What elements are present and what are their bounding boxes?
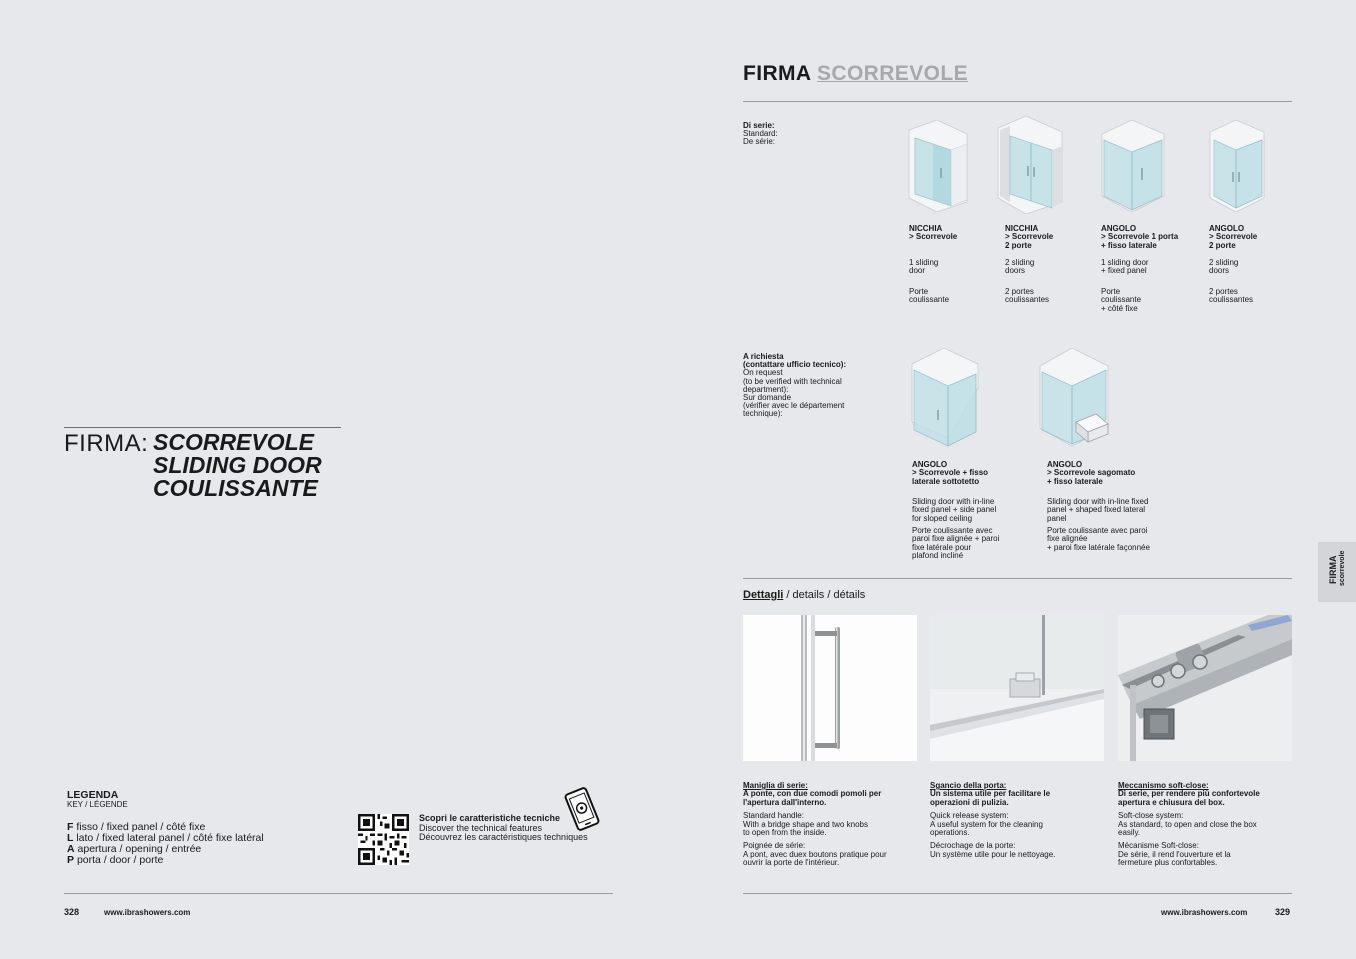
detail-en: Standard handle: With a bridge shape and two knobs to open from the inside. [743, 811, 868, 838]
legend-text: apertura / opening / entrée [77, 843, 202, 855]
heading-main: FIRMA [743, 62, 811, 85]
product-desc-en: 1 sliding door + fixed panel [1101, 258, 1149, 276]
detail-fr: Mécanisme Soft-close: De série, il rend l'ouverture et la fermeture plus confortables. [1118, 841, 1231, 868]
product-image-angolo-sagomato [1036, 348, 1112, 448]
product-caption [1209, 225, 1257, 250]
title-line-2: SLIDING DOOR [153, 452, 322, 478]
detail-subtitle: A ponte, con due comodi pomoli per l'apertura dall'interno. [743, 789, 882, 807]
product-caption [1005, 225, 1053, 250]
standard-label-bold: Di serie: [743, 121, 775, 130]
page-number-left: 328 [64, 907, 80, 917]
product-category: NICCHIA [909, 224, 943, 233]
product-desc-fr: Porte coulissante avec paroi fixe alignée + paroi fixe latérale pour plafond incliné [912, 526, 1000, 561]
detail-fr: Poignée de série: A pont, avec duex boutons pratique pour ouvrir la porte de l'intérieur. [743, 841, 887, 868]
product-caption [909, 225, 957, 242]
website-link-right[interactable]: www.ibrashowers.com [1161, 908, 1248, 917]
detail-subtitle: Un sistema utile per facilitare le operazioni di pulizia. [930, 789, 1051, 807]
section-side-tab[interactable] [1318, 542, 1356, 602]
product-image-angolo-1 [1098, 120, 1168, 212]
legend-key: L [67, 832, 74, 844]
product-desc-en: Sliding door with in-line fixed panel + shaped fixed lateral panel [1047, 497, 1149, 523]
product-type: > Scorrevole 2 porte [1005, 232, 1054, 250]
legend-text: lato / fixed lateral panel / côté fixe latéral [76, 832, 264, 844]
heading-rule [743, 101, 1292, 102]
product-desc-fr: Porte coulissante avec paroi fixe alignée + paroi fixe latérale façonnée [1047, 526, 1150, 552]
detail-en: Soft-close system: As standard, to open and close the box easily. [1118, 811, 1257, 838]
product-image-angolo-2 [1206, 120, 1268, 212]
product-category: ANGOLO [1101, 224, 1137, 233]
title-line-3: COULISSANTE [153, 475, 318, 501]
page-number-right: 329 [1275, 907, 1291, 917]
detail-caption-soft-close [1118, 782, 1298, 868]
footer-rule-left [64, 893, 613, 894]
legend-title: LEGENDA [67, 789, 119, 801]
product-type: > Scorrevole + fisso laterale sottotetto [912, 468, 989, 486]
title-prefix: FIRMA: [64, 430, 149, 457]
details-heading-bold: Dettagli [743, 589, 784, 601]
product-image-angolo-sottotetto [908, 348, 982, 448]
product-category: ANGOLO [1209, 224, 1245, 233]
product-image-nicchia-1 [905, 120, 969, 212]
product-desc-en: 1 sliding door [909, 258, 939, 276]
detail-photo-quick-release [930, 615, 1104, 761]
qr-text-fr: Découvrez les caractéristiques techniques [419, 832, 588, 842]
smartphone-scan-icon [563, 787, 601, 836]
product-type: > Scorrevole 2 porte [1209, 232, 1258, 250]
standard-label-rest: Standard: De série: [743, 129, 778, 147]
product-caption [912, 461, 988, 486]
detail-caption-handle [743, 782, 923, 868]
legend-key: F [67, 821, 74, 833]
legend-text: fisso / fixed panel / côté fixe [76, 821, 206, 833]
legend-key: A [67, 843, 75, 855]
product-desc-fr: Porte coulissante [909, 287, 950, 305]
detail-photo-soft-close [1118, 615, 1292, 761]
product-desc-fr: 2 portes coulissantes [1209, 287, 1254, 305]
product-desc-en: Sliding door with in-line fixed panel + side panel for sloped ceiling [912, 497, 997, 523]
product-desc-en: 2 sliding doors [1209, 258, 1239, 276]
page-heading [743, 62, 968, 86]
qr-text-it: Scopri le caratteristiche tecniche [419, 813, 561, 823]
request-label-rest: On request (to be verified with technical department): Sur domande (vérifier avec le département technique): [743, 368, 845, 419]
detail-fr: Décrochage de la porte: Un système utile pour le nettoyage. [930, 841, 1056, 859]
product-desc-fr: 2 portes coulissantes [1005, 287, 1050, 305]
request-label [743, 353, 846, 419]
request-label-bold: A richiesta (contattare ufficio tecnico): [743, 352, 847, 370]
detail-title: Sgancio della porta: [930, 781, 1007, 790]
product-category: NICCHIA [1005, 224, 1039, 233]
detail-subtitle: Di serie, per rendere più confortevole apertura e chiusura del box. [1118, 789, 1260, 807]
detail-caption-quick-release [930, 782, 1110, 859]
detail-title: Maniglia di serie: [743, 781, 808, 790]
details-heading-rest: / details / détails [783, 589, 866, 601]
product-type: > Scorrevole [909, 232, 958, 242]
legend-key: P [67, 854, 75, 866]
product-type: > Scorrevole sagomato + fisso laterale [1047, 468, 1136, 486]
detail-en: Quick release system: A useful system for the cleaning operations. [930, 811, 1043, 838]
qr-code[interactable] [358, 814, 409, 865]
side-tab-sub: scorrevole [1339, 550, 1346, 586]
product-category: ANGOLO [912, 460, 948, 469]
qr-text-en: Discover the technical features [419, 822, 543, 833]
legend-item [67, 854, 163, 866]
legend-text: porta / door / porte [76, 854, 164, 866]
product-caption [1101, 225, 1178, 250]
detail-photo-handle [743, 615, 917, 761]
standard-label [743, 122, 778, 147]
footer-rule-right [743, 893, 1292, 894]
title-top-rule [64, 427, 341, 428]
detail-title: Meccanismo soft-close: [1118, 781, 1209, 790]
heading-sub: SCORREVOLE [816, 62, 968, 85]
details-rule [743, 578, 1292, 579]
details-heading [743, 589, 865, 601]
side-tab-main: FIRMA [1328, 555, 1338, 584]
title-line-1: SCORREVOLE [153, 429, 315, 455]
product-type: > Scorrevole 1 porta + fisso laterale [1101, 232, 1179, 250]
website-link-left[interactable]: www.ibrashowers.com [104, 908, 191, 917]
product-desc-fr: Porte coulissante + côté fixe [1101, 287, 1142, 313]
product-desc-en: 2 sliding doors [1005, 258, 1035, 276]
product-image-nicchia-2 [996, 116, 1066, 214]
legend-subtitle: KEY / LÉGENDE [67, 800, 128, 809]
product-caption [1047, 461, 1135, 486]
product-category: ANGOLO [1047, 460, 1083, 469]
